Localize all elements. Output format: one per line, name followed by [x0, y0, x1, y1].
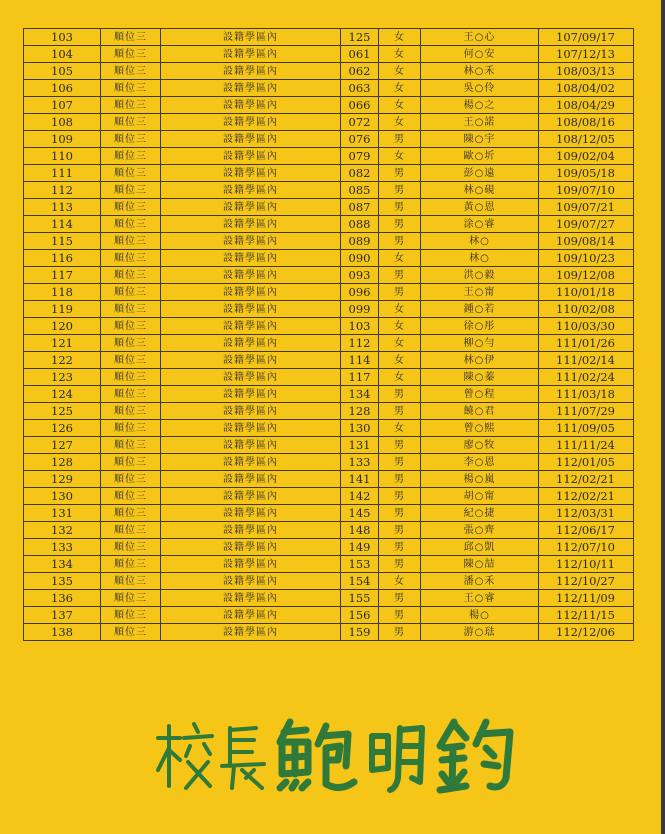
name-cell: 林○ — [421, 233, 539, 250]
seq-cell: 108 — [24, 114, 101, 131]
category-cell: 設籍學區內 — [161, 284, 341, 301]
gender-cell: 男 — [379, 403, 421, 420]
seq-cell: 128 — [24, 454, 101, 471]
number-cell: 156 — [341, 607, 379, 624]
birth-date-cell: 108/04/29 — [539, 97, 634, 114]
name-cell: 楊○嵐 — [421, 471, 539, 488]
number-cell: 079 — [341, 148, 379, 165]
table-row — [24, 216, 634, 233]
birth-date-cell: 110/01/18 — [539, 284, 634, 301]
category-cell: 設籍學區內 — [161, 97, 341, 114]
name-cell: 王○甯 — [421, 284, 539, 301]
birth-date-cell: 108/04/02 — [539, 80, 634, 97]
birth-date-cell: 112/12/06 — [539, 624, 634, 641]
table-row — [24, 454, 634, 471]
priority-cell: 順位三 — [101, 63, 161, 80]
name-cell: 徐○彤 — [421, 318, 539, 335]
name-cell: 洪○毅 — [421, 267, 539, 284]
gender-cell: 男 — [379, 590, 421, 607]
category-cell: 設籍學區內 — [161, 131, 341, 148]
gender-cell: 女 — [379, 301, 421, 318]
gender-cell: 男 — [379, 471, 421, 488]
name-cell: 饒○君 — [421, 403, 539, 420]
seq-cell: 134 — [24, 556, 101, 573]
table-row — [24, 114, 634, 131]
priority-cell: 順位三 — [101, 114, 161, 131]
birth-date-cell: 110/03/30 — [539, 318, 634, 335]
priority-cell: 順位三 — [101, 522, 161, 539]
priority-cell: 順位三 — [101, 29, 161, 46]
table-row — [24, 97, 634, 114]
name-cell: 胡○甯 — [421, 488, 539, 505]
number-cell: 066 — [341, 97, 379, 114]
gender-cell: 男 — [379, 165, 421, 182]
birth-date-cell: 108/03/13 — [539, 63, 634, 80]
name-cell: 陳○蓁 — [421, 369, 539, 386]
birth-date-cell: 108/12/05 — [539, 131, 634, 148]
number-cell: 148 — [341, 522, 379, 539]
table-row — [24, 131, 634, 148]
category-cell: 設籍學區內 — [161, 471, 341, 488]
table-row — [24, 437, 634, 454]
seq-cell: 122 — [24, 352, 101, 369]
birth-date-cell: 109/10/23 — [539, 250, 634, 267]
category-cell: 設籍學區內 — [161, 352, 341, 369]
gender-cell: 女 — [379, 63, 421, 80]
roster-body — [24, 29, 634, 641]
seq-cell: 123 — [24, 369, 101, 386]
category-cell: 設籍學區內 — [161, 114, 341, 131]
birth-date-cell: 109/08/14 — [539, 233, 634, 250]
birth-date-cell: 107/09/17 — [539, 29, 634, 46]
category-cell: 設籍學區內 — [161, 80, 341, 97]
priority-cell: 順位三 — [101, 437, 161, 454]
birth-date-cell: 109/02/04 — [539, 148, 634, 165]
name-cell: 歐○圻 — [421, 148, 539, 165]
category-cell: 設籍學區內 — [161, 165, 341, 182]
table-row — [24, 284, 634, 301]
gender-cell: 女 — [379, 335, 421, 352]
gender-cell: 男 — [379, 454, 421, 471]
number-cell: 063 — [341, 80, 379, 97]
table-row — [24, 233, 634, 250]
birth-date-cell: 109/05/18 — [539, 165, 634, 182]
number-cell: 141 — [341, 471, 379, 488]
gender-cell: 男 — [379, 182, 421, 199]
category-cell: 設籍學區內 — [161, 505, 341, 522]
gender-cell: 男 — [379, 488, 421, 505]
gender-cell: 女 — [379, 80, 421, 97]
table-row — [24, 420, 634, 437]
gender-cell: 男 — [379, 624, 421, 641]
seq-cell: 107 — [24, 97, 101, 114]
number-cell: 154 — [341, 573, 379, 590]
name-cell: 曾○熙 — [421, 420, 539, 437]
name-cell: 黃○恩 — [421, 199, 539, 216]
number-cell: 114 — [341, 352, 379, 369]
category-cell: 設籍學區內 — [161, 318, 341, 335]
name-cell: 林○禾 — [421, 63, 539, 80]
seq-cell: 120 — [24, 318, 101, 335]
birth-date-cell: 109/07/21 — [539, 199, 634, 216]
gender-cell: 男 — [379, 131, 421, 148]
gender-cell: 男 — [379, 386, 421, 403]
table-row — [24, 369, 634, 386]
seq-cell: 131 — [24, 505, 101, 522]
gender-cell: 男 — [379, 522, 421, 539]
number-cell: 128 — [341, 403, 379, 420]
name-cell: 柳○勻 — [421, 335, 539, 352]
category-cell: 設籍學區內 — [161, 573, 341, 590]
category-cell: 設籍學區內 — [161, 250, 341, 267]
priority-cell: 順位三 — [101, 131, 161, 148]
table-row — [24, 624, 634, 641]
birth-date-cell: 112/07/10 — [539, 539, 634, 556]
category-cell: 設籍學區內 — [161, 454, 341, 471]
priority-cell: 順位三 — [101, 505, 161, 522]
category-cell: 設籍學區內 — [161, 437, 341, 454]
category-cell: 設籍學區內 — [161, 335, 341, 352]
category-cell: 設籍學區內 — [161, 369, 341, 386]
priority-cell: 順位三 — [101, 267, 161, 284]
birth-date-cell: 112/01/05 — [539, 454, 634, 471]
category-cell: 設籍學區內 — [161, 539, 341, 556]
gender-cell: 女 — [379, 114, 421, 131]
table-row — [24, 182, 634, 199]
name-cell: 游○琺 — [421, 624, 539, 641]
number-cell: 103 — [341, 318, 379, 335]
principal-signature — [150, 708, 530, 804]
birth-date-cell: 112/03/31 — [539, 505, 634, 522]
table-row — [24, 267, 634, 284]
number-cell: 133 — [341, 454, 379, 471]
seq-cell: 137 — [24, 607, 101, 624]
category-cell: 設籍學區內 — [161, 386, 341, 403]
name-cell: 邱○凱 — [421, 539, 539, 556]
priority-cell: 順位三 — [101, 454, 161, 471]
priority-cell: 順位三 — [101, 607, 161, 624]
priority-cell: 順位三 — [101, 80, 161, 97]
priority-cell: 順位三 — [101, 386, 161, 403]
seq-cell: 125 — [24, 403, 101, 420]
seq-cell: 130 — [24, 488, 101, 505]
name-cell: 陳○宇 — [421, 131, 539, 148]
priority-cell: 順位三 — [101, 539, 161, 556]
gender-cell: 男 — [379, 505, 421, 522]
birth-date-cell: 111/09/05 — [539, 420, 634, 437]
gender-cell: 女 — [379, 573, 421, 590]
table-row — [24, 403, 634, 420]
category-cell: 設籍學區內 — [161, 29, 341, 46]
priority-cell: 順位三 — [101, 233, 161, 250]
number-cell: 089 — [341, 233, 379, 250]
name-cell: 何○安 — [421, 46, 539, 63]
number-cell: 087 — [341, 199, 379, 216]
name-cell: 涂○睿 — [421, 216, 539, 233]
priority-cell: 順位三 — [101, 165, 161, 182]
seq-cell: 124 — [24, 386, 101, 403]
number-cell: 099 — [341, 301, 379, 318]
table-row — [24, 250, 634, 267]
name-cell: 李○恩 — [421, 454, 539, 471]
category-cell: 設籍學區內 — [161, 556, 341, 573]
number-cell: 093 — [341, 267, 379, 284]
number-cell: 130 — [341, 420, 379, 437]
table-row — [24, 522, 634, 539]
table-row — [24, 539, 634, 556]
priority-cell: 順位三 — [101, 420, 161, 437]
table-row — [24, 301, 634, 318]
gender-cell: 男 — [379, 607, 421, 624]
number-cell: 131 — [341, 437, 379, 454]
birth-date-cell: 112/02/21 — [539, 488, 634, 505]
priority-cell: 順位三 — [101, 284, 161, 301]
birth-date-cell: 111/02/24 — [539, 369, 634, 386]
gender-cell: 男 — [379, 216, 421, 233]
table-row — [24, 148, 634, 165]
seq-cell: 117 — [24, 267, 101, 284]
table-row — [24, 573, 634, 590]
seq-cell: 105 — [24, 63, 101, 80]
birth-date-cell: 112/11/15 — [539, 607, 634, 624]
category-cell: 設籍學區內 — [161, 420, 341, 437]
gender-cell: 女 — [379, 420, 421, 437]
number-cell: 062 — [341, 63, 379, 80]
seq-cell: 106 — [24, 80, 101, 97]
table-row — [24, 29, 634, 46]
birth-date-cell: 108/08/16 — [539, 114, 634, 131]
priority-cell: 順位三 — [101, 403, 161, 420]
category-cell: 設籍學區內 — [161, 63, 341, 80]
gender-cell: 女 — [379, 250, 421, 267]
category-cell: 設籍學區內 — [161, 267, 341, 284]
birth-date-cell: 109/07/27 — [539, 216, 634, 233]
seq-cell: 121 — [24, 335, 101, 352]
seq-cell: 132 — [24, 522, 101, 539]
birth-date-cell: 112/10/27 — [539, 573, 634, 590]
number-cell: 085 — [341, 182, 379, 199]
number-cell: 155 — [341, 590, 379, 607]
gender-cell: 女 — [379, 148, 421, 165]
birth-date-cell: 112/02/21 — [539, 471, 634, 488]
seq-cell: 112 — [24, 182, 101, 199]
birth-date-cell: 111/01/26 — [539, 335, 634, 352]
birth-date-cell: 109/12/08 — [539, 267, 634, 284]
number-cell: 125 — [341, 29, 379, 46]
seq-cell: 113 — [24, 199, 101, 216]
table-row — [24, 505, 634, 522]
seq-cell: 109 — [24, 131, 101, 148]
name-cell: 王○睿 — [421, 590, 539, 607]
name-cell: 陳○喆 — [421, 556, 539, 573]
category-cell: 設籍學區內 — [161, 233, 341, 250]
priority-cell: 順位三 — [101, 250, 161, 267]
gender-cell: 女 — [379, 369, 421, 386]
priority-cell: 順位三 — [101, 488, 161, 505]
category-cell: 設籍學區內 — [161, 403, 341, 420]
category-cell: 設籍學區內 — [161, 488, 341, 505]
birth-date-cell: 109/07/10 — [539, 182, 634, 199]
gender-cell: 女 — [379, 29, 421, 46]
number-cell: 061 — [341, 46, 379, 63]
priority-cell: 順位三 — [101, 216, 161, 233]
category-cell: 設籍學區內 — [161, 216, 341, 233]
seq-cell: 138 — [24, 624, 101, 641]
seq-cell: 119 — [24, 301, 101, 318]
birth-date-cell: 111/11/24 — [539, 437, 634, 454]
table-row — [24, 199, 634, 216]
table-row — [24, 488, 634, 505]
table-row — [24, 386, 634, 403]
signature-image — [150, 708, 530, 804]
priority-cell: 順位三 — [101, 46, 161, 63]
priority-cell: 順位三 — [101, 148, 161, 165]
priority-cell: 順位三 — [101, 369, 161, 386]
table-row — [24, 46, 634, 63]
gender-cell: 女 — [379, 97, 421, 114]
seq-cell: 110 — [24, 148, 101, 165]
gender-cell: 男 — [379, 437, 421, 454]
seq-cell: 103 — [24, 29, 101, 46]
category-cell: 設籍學區內 — [161, 199, 341, 216]
name-cell: 王○心 — [421, 29, 539, 46]
seq-cell: 136 — [24, 590, 101, 607]
number-cell: 082 — [341, 165, 379, 182]
table-row — [24, 165, 634, 182]
name-cell: 潘○禾 — [421, 573, 539, 590]
name-cell: 楊○ — [421, 607, 539, 624]
number-cell: 149 — [341, 539, 379, 556]
seq-cell: 116 — [24, 250, 101, 267]
gender-cell: 男 — [379, 556, 421, 573]
priority-cell: 順位三 — [101, 97, 161, 114]
priority-cell: 順位三 — [101, 318, 161, 335]
gender-cell: 男 — [379, 267, 421, 284]
birth-date-cell: 112/06/17 — [539, 522, 634, 539]
number-cell: 145 — [341, 505, 379, 522]
name-cell: 曾○程 — [421, 386, 539, 403]
birth-date-cell: 107/12/13 — [539, 46, 634, 63]
seq-cell: 129 — [24, 471, 101, 488]
number-cell: 117 — [341, 369, 379, 386]
priority-cell: 順位三 — [101, 590, 161, 607]
name-cell: 林○硯 — [421, 182, 539, 199]
name-cell: 彭○遠 — [421, 165, 539, 182]
enrollment-roster-table — [23, 28, 634, 641]
seq-cell: 118 — [24, 284, 101, 301]
gender-cell: 女 — [379, 46, 421, 63]
birth-date-cell: 111/02/14 — [539, 352, 634, 369]
category-cell: 設籍學區內 — [161, 607, 341, 624]
seq-cell: 111 — [24, 165, 101, 182]
seq-cell: 133 — [24, 539, 101, 556]
priority-cell: 順位三 — [101, 556, 161, 573]
table-row — [24, 63, 634, 80]
gender-cell: 男 — [379, 233, 421, 250]
category-cell: 設籍學區內 — [161, 301, 341, 318]
number-cell: 142 — [341, 488, 379, 505]
category-cell: 設籍學區內 — [161, 148, 341, 165]
gender-cell: 男 — [379, 539, 421, 556]
number-cell: 112 — [341, 335, 379, 352]
category-cell: 設籍學區內 — [161, 590, 341, 607]
priority-cell: 順位三 — [101, 301, 161, 318]
priority-cell: 順位三 — [101, 624, 161, 641]
number-cell: 153 — [341, 556, 379, 573]
name-cell: 王○諾 — [421, 114, 539, 131]
table-row — [24, 352, 634, 369]
priority-cell: 順位三 — [101, 199, 161, 216]
table-row — [24, 590, 634, 607]
birth-date-cell: 110/02/08 — [539, 301, 634, 318]
priority-cell: 順位三 — [101, 352, 161, 369]
priority-cell: 順位三 — [101, 471, 161, 488]
number-cell: 088 — [341, 216, 379, 233]
table-row — [24, 471, 634, 488]
table-row — [24, 607, 634, 624]
priority-cell: 順位三 — [101, 335, 161, 352]
name-cell: 林○ — [421, 250, 539, 267]
name-cell: 廖○牧 — [421, 437, 539, 454]
name-cell: 林○伊 — [421, 352, 539, 369]
seq-cell: 104 — [24, 46, 101, 63]
table-row — [24, 80, 634, 97]
table-row — [24, 335, 634, 352]
seq-cell: 114 — [24, 216, 101, 233]
gender-cell: 女 — [379, 352, 421, 369]
seq-cell: 126 — [24, 420, 101, 437]
birth-date-cell: 111/03/18 — [539, 386, 634, 403]
seq-cell: 135 — [24, 573, 101, 590]
gender-cell: 男 — [379, 284, 421, 301]
category-cell: 設籍學區內 — [161, 522, 341, 539]
number-cell: 096 — [341, 284, 379, 301]
table-row — [24, 318, 634, 335]
seq-cell: 115 — [24, 233, 101, 250]
gender-cell: 男 — [379, 199, 421, 216]
category-cell: 設籍學區內 — [161, 46, 341, 63]
name-cell: 張○齊 — [421, 522, 539, 539]
seq-cell: 127 — [24, 437, 101, 454]
name-cell: 楊○之 — [421, 97, 539, 114]
priority-cell: 順位三 — [101, 182, 161, 199]
birth-date-cell: 112/10/11 — [539, 556, 634, 573]
table-row — [24, 556, 634, 573]
name-cell: 吳○伶 — [421, 80, 539, 97]
category-cell: 設籍學區內 — [161, 624, 341, 641]
birth-date-cell: 111/07/29 — [539, 403, 634, 420]
number-cell: 076 — [341, 131, 379, 148]
number-cell: 090 — [341, 250, 379, 267]
number-cell: 159 — [341, 624, 379, 641]
name-cell: 鍾○若 — [421, 301, 539, 318]
priority-cell: 順位三 — [101, 573, 161, 590]
birth-date-cell: 112/11/09 — [539, 590, 634, 607]
number-cell: 072 — [341, 114, 379, 131]
category-cell: 設籍學區內 — [161, 182, 341, 199]
name-cell: 紀○捷 — [421, 505, 539, 522]
gender-cell: 女 — [379, 318, 421, 335]
number-cell: 134 — [341, 386, 379, 403]
